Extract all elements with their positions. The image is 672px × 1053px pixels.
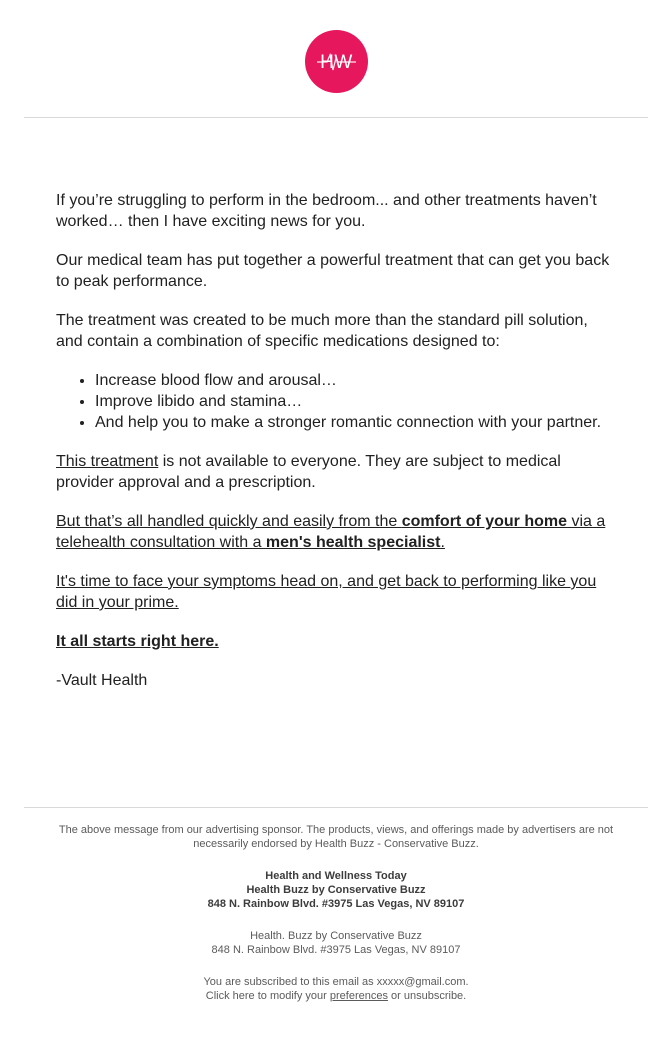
preferences-post-text: or unsubscribe.	[387, 990, 467, 1002]
brand-name: Health and Wellness Today	[265, 870, 407, 882]
company-address: 848 N. Rainbow Blvd. #3975 Las Vegas, NV 89107	[211, 944, 461, 956]
subscription-block	[38, 975, 634, 1003]
telehealth-link[interactable]	[56, 513, 605, 551]
hw-heartbeat-logo-icon	[305, 30, 368, 93]
this-treatment-link[interactable]: This treatment	[56, 453, 159, 470]
comfort-of-home-text: comfort of your home	[401, 513, 568, 530]
benefit-item: • And help you to make a stronger romantic connection with your partner.	[95, 412, 618, 433]
brand-block	[38, 869, 634, 911]
logo-container	[24, 30, 648, 117]
sponsor-disclaimer: The above message from our advertising sponsor. The products, views, and offerings made by advertisers are not necessarily endorsed by Health Buzz - Conservative Buzz.	[58, 824, 614, 850]
preferences-line	[38, 989, 634, 1003]
telehealth-link-text: .	[440, 534, 445, 551]
mens-health-specialist-text: men's health specialist	[265, 534, 441, 551]
email-footer	[24, 808, 648, 1013]
benefits-list	[56, 370, 618, 433]
availability-paragraph	[56, 451, 618, 493]
face-symptoms-link[interactable]: It's time to face your symptoms head on, and get back to performing like you did in your prime.	[56, 573, 597, 611]
brand-address: 848 N. Rainbow Blvd. #3975 Las Vegas, NV 89107	[207, 898, 465, 910]
brand-company: Health Buzz by Conservative Buzz	[246, 884, 426, 896]
starts-here-paragraph	[56, 631, 618, 652]
email-content	[24, 118, 648, 807]
company-block	[38, 929, 634, 957]
benefit-item: • Increase blood flow and arousal…	[95, 370, 618, 391]
medical-team-paragraph: Our medical team has put together a powerful treatment that can get you back to peak performance.	[56, 252, 610, 290]
company-name: Health. Buzz by Conservative Buzz	[250, 930, 422, 942]
telehealth-link-text: But that’s all handled quickly and easily from the	[56, 513, 402, 530]
preferences-pre-text: Click here to modify your	[205, 990, 330, 1002]
face-symptoms-paragraph	[56, 571, 618, 613]
telehealth-link-text: via a telehealth consultation with a	[56, 513, 606, 551]
subscribed-line: You are subscribed to this email as xxxxx@gmail.com.	[203, 976, 469, 988]
treatment-description-paragraph: The treatment was created to be much more than the standard pill solution, and contain a combination of specific medications designed to:	[56, 312, 588, 350]
signature: -Vault Health	[56, 672, 148, 689]
availability-text: is not available to everyone. They are subject to medical provider approval and a prescription.	[56, 453, 561, 491]
preferences-link[interactable]: preferences	[329, 990, 388, 1002]
benefit-item: • Improve libido and stamina…	[95, 391, 618, 412]
svg-text:HW: HW	[319, 52, 353, 73]
intro-paragraph: If you’re struggling to perform in the bedroom... and other treatments haven’t worked… then I have exciting news for you.	[56, 192, 597, 230]
email-body	[24, 0, 648, 1013]
it-all-starts-here-link[interactable]: It all starts right here.	[56, 633, 219, 650]
telehealth-paragraph	[56, 511, 618, 553]
